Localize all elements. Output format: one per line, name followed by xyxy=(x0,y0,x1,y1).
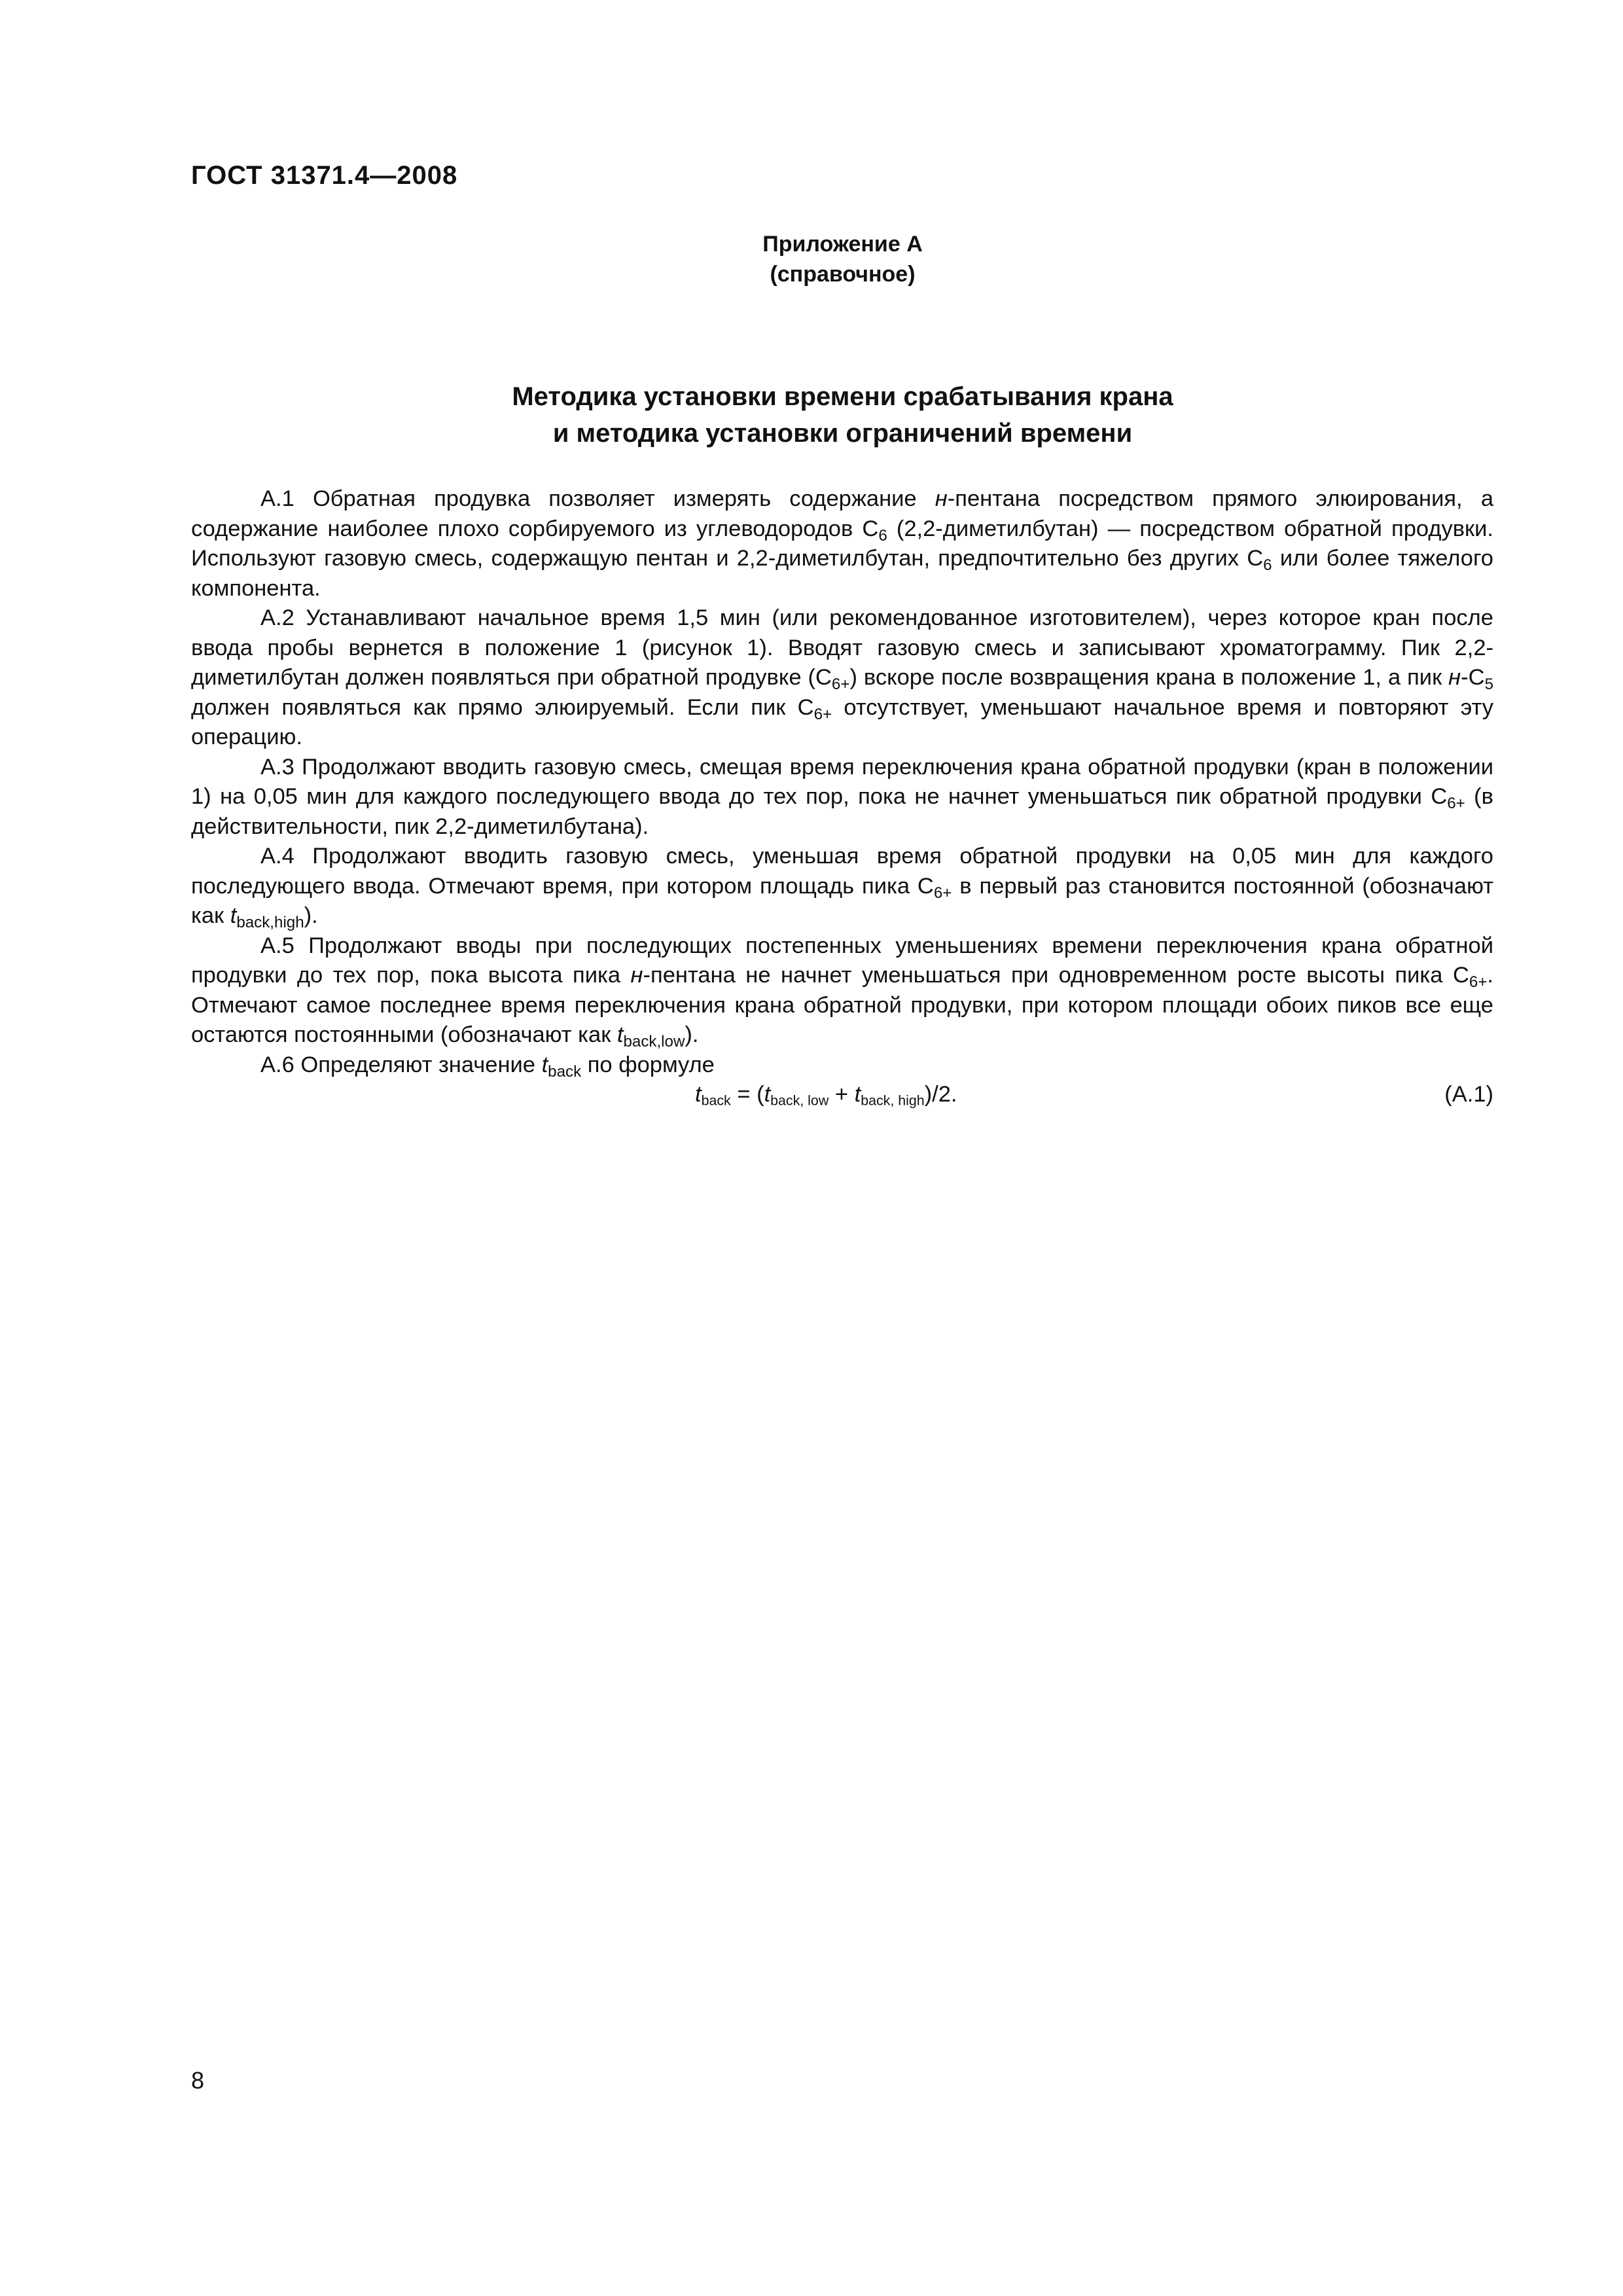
formula-lhs-subscript: back xyxy=(701,1092,731,1109)
paragraph-a1 xyxy=(191,484,1493,603)
text-run: по формуле xyxy=(581,1052,715,1077)
subscript: 6+ xyxy=(933,884,952,902)
text-run: ). xyxy=(685,1022,699,1047)
subscript: 6+ xyxy=(831,675,850,694)
formula-lhs-variable: t xyxy=(695,1082,702,1107)
text-run: . Отмечают самое последнее время переключения крана обратной продувки, при котором площади обоих пиков все еще остаются постоянными (обозначают как xyxy=(191,963,1494,1047)
appendix-label: Приложение А xyxy=(762,232,923,257)
text-run: ). xyxy=(304,903,318,928)
text-run: в первый раз становится постоянной (обозначают как xyxy=(191,873,1493,928)
formula-term-b-subscript: back, high xyxy=(861,1092,925,1109)
formula-number: (А.1) xyxy=(1444,1082,1493,1107)
formula-row xyxy=(191,1080,1493,1114)
text-run: отсутствует, уменьшают начальное время и повторяют эту операцию. xyxy=(191,694,1494,749)
formula-equals: = ( xyxy=(730,1082,764,1107)
formula-term-a-variable: t xyxy=(764,1082,771,1107)
paragraph-a6 xyxy=(191,1050,1493,1081)
text-run: ) вскоре после возвращения крана в положение 1, а пик xyxy=(849,665,1449,690)
text-run: А.2 Устанавливают начальное время 1,5 мин (или рекомендованное изготовителем), через которое кран после ввода пробы вернется в положение 1 (рисунок 1). Вводят газовую смесь и записывают хроматограмму. Пик 2,2-диметилбутан должен появляться при обратной продувке (С xyxy=(191,605,1493,690)
formula-term-a-subscript: back, low xyxy=(770,1092,829,1109)
text-run: -пентана не начнет уменьшаться при одновременном росте высоты пика С xyxy=(643,963,1469,988)
formula-a1 xyxy=(695,1080,957,1110)
subscript: 5 xyxy=(1484,675,1493,694)
text-run: -пентана посредством прямого элюирования, а содержание наиболее плохо сорбируемого из углеводородов С xyxy=(191,486,1494,541)
subscript: back,low xyxy=(623,1033,685,1051)
text-run: А.5 Продолжают вводы при последующих постепенных уменьшениях времени переключения крана обратной продувки до тех пор, пока высота пика xyxy=(191,933,1493,988)
text-run: (2,2-диметилбутан) — посредством обратной продувки. Используют газовую смесь, содержащую пентан и 2,2-диметилбутан, предпочтительно без других С xyxy=(191,516,1493,571)
text-run: А.6 Определяют значение xyxy=(260,1052,542,1077)
standard-designation: ГОСТ 31371.4—2008 xyxy=(191,161,458,190)
subscript: 6+ xyxy=(1469,973,1488,992)
italic-letter: н xyxy=(935,486,948,511)
text-run: (в действительности, пик 2,2-диметилбутана). xyxy=(191,784,1493,839)
subscript: back xyxy=(548,1062,582,1081)
subscript: back,high xyxy=(236,914,304,932)
paragraph-a3 xyxy=(191,753,1493,842)
appendix-title-line-2: и методика установки ограничений времени xyxy=(552,419,1133,448)
paragraph-a2 xyxy=(191,603,1493,753)
paragraph-a4 xyxy=(191,842,1493,931)
paragraph-a5 xyxy=(191,931,1493,1050)
formula-plus: + xyxy=(829,1082,855,1107)
subscript: 6 xyxy=(1263,556,1272,575)
subscript: 6 xyxy=(878,526,887,545)
page-number: 8 xyxy=(191,2067,205,2094)
text-run: А.1 Обратная продувка позволяет измерять содержание xyxy=(260,486,935,511)
text-run: или более тяжелого компонента. xyxy=(191,546,1493,601)
italic-variable: t xyxy=(616,1022,624,1047)
formula-term-b-variable: t xyxy=(854,1082,861,1107)
text-run: -С xyxy=(1461,665,1485,690)
subscript: 6+ xyxy=(813,705,832,723)
formula-tail: )/2. xyxy=(924,1082,957,1107)
italic-variable: t xyxy=(230,903,237,928)
appendix-kind: (справочное) xyxy=(770,262,916,287)
italic-letter: н xyxy=(630,963,643,988)
italic-variable: t xyxy=(541,1052,548,1077)
appendix-body xyxy=(191,484,1493,1114)
text-run: должен появляться как прямо элюируемый. Если пик С xyxy=(191,694,814,720)
text-run: А.3 Продолжают вводить газовую смесь, смещая время переключения крана обратной продувки (кран в положении 1) на 0,05 мин для каждого последующего ввода до тех пор, пока не начнет уменьшаться пик обратной продувки С xyxy=(191,754,1493,809)
italic-letter: н xyxy=(1448,665,1461,690)
text-run: А.4 Продолжают вводить газовую смесь, уменьшая время обратной продувки на 0,05 мин для каждого последующего ввода. Отмечают время, при котором площадь пика С xyxy=(191,844,1493,899)
subscript: 6+ xyxy=(1447,795,1465,813)
appendix-title-line-1: Методика установки времени срабатывания крана xyxy=(512,382,1173,411)
